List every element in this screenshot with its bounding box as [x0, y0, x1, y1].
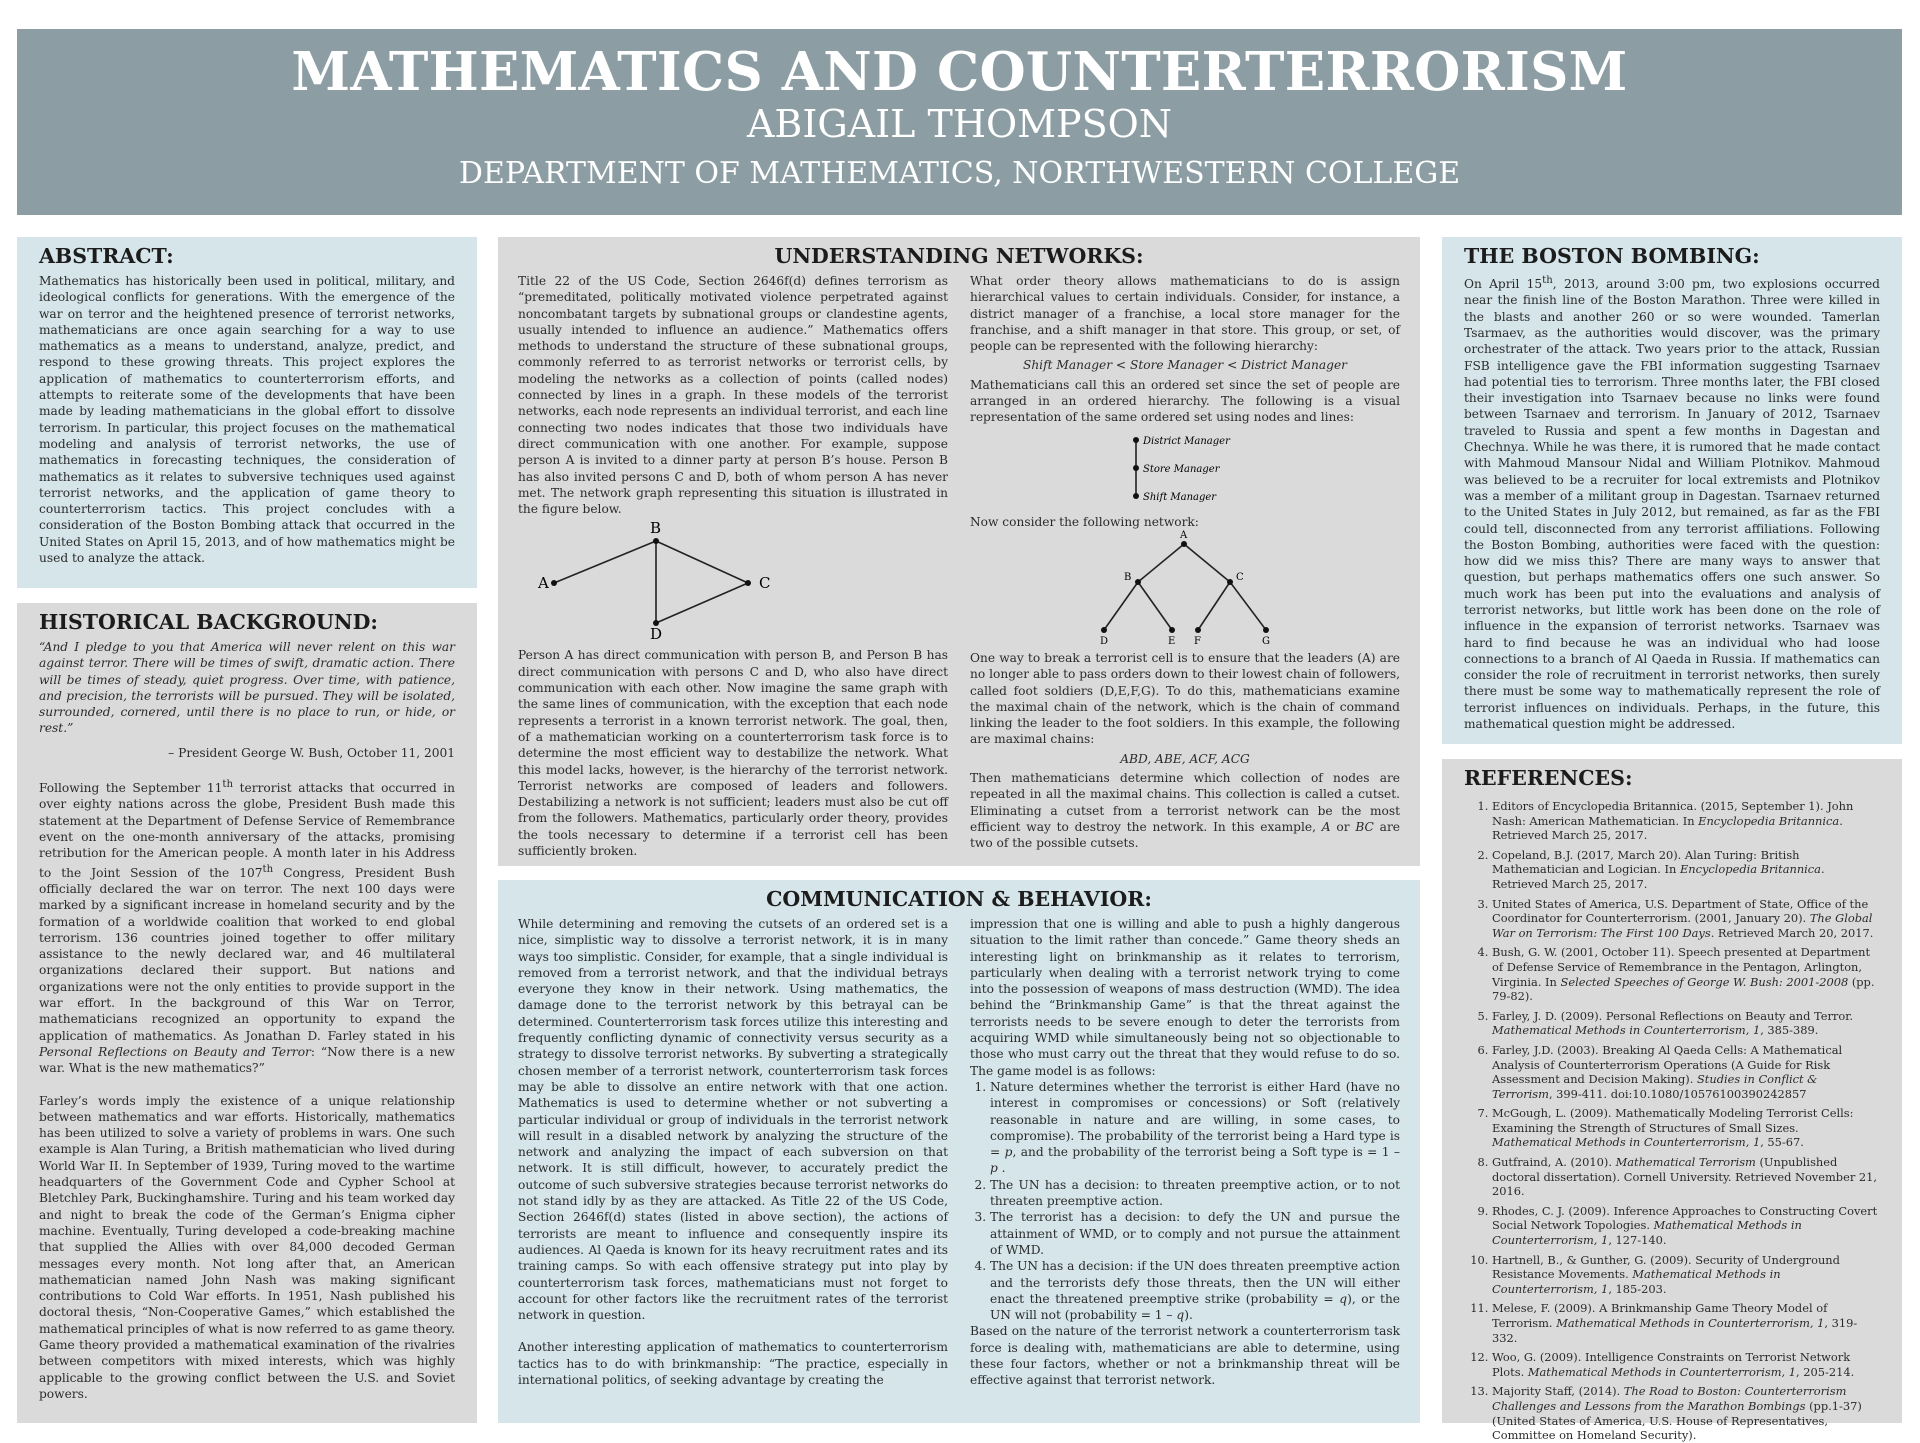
reference-text: Gutfraind, A. (2010).	[1492, 1155, 1616, 1170]
label-a: A	[1180, 529, 1188, 541]
reference-item	[1492, 1301, 1880, 1345]
node-b	[653, 538, 659, 544]
text-span: or	[1330, 819, 1356, 834]
reference-source: The Global War on Terrorism: The First 100 Days	[1492, 911, 1873, 940]
node-e	[1169, 627, 1175, 633]
book-title: Personal Reflections on Beauty and Terror	[39, 1044, 311, 1059]
game-model-list	[970, 1079, 1400, 1323]
reference-text: , 385-389.	[1760, 1023, 1819, 1038]
networks-paragraph-1: Title 22 of the US Code, Section 2646f(d) defines terrorism as “premeditated, politically motivated violence perpetrated against noncombatant targets by subnational groups or clandestine agents, usually intended to influence an audience.” Mathematics offers methods to understand the structure of these subnational groups, commonly referred to as terrorist networks or terrorist cells, by modeling the networks as a collection of points (called nodes) connected by lines in a graph. In these models of the terrorist networks, each node represents an individual terrorist, and each line connecting two nodes indicates that those two individuals have direct communication with one another. For example, suppose person A is invited to a dinner party at person B’s house. Person B has also invited persons C and D, both of whom person A has never met. The network graph representing this situation is illustrated in the figure below.	[518, 274, 948, 517]
text-span: , and the probability of the terrorist being a Soft type is = 1 –	[1012, 1145, 1400, 1160]
game-step-3: 3. The terrorist has a decision: to defy the UN and pursue the attainment of WMD, or to comply and not pursue the attainment of WMD.	[990, 1209, 1400, 1258]
reference-text: , 185-203.	[1608, 1281, 1667, 1296]
text-span: Following the September 11	[39, 781, 223, 796]
reference-text: Farley, J. D. (2009). Personal Reflections on Beauty and Terror.	[1492, 1008, 1854, 1023]
reference-source: Mathematical Methods in Counterterrorism, 1	[1527, 1364, 1797, 1379]
label-c: C	[1236, 571, 1244, 583]
maximal-chains: ABD, ABE, ACF, ACG	[1120, 751, 1250, 766]
reference-source: Mathematical Methods in Counterterrorism, 1	[1492, 1218, 1802, 1248]
reference-item	[1492, 897, 1880, 941]
edge-a-b	[1138, 544, 1184, 582]
node-store-manager	[1133, 465, 1139, 471]
node-a	[1181, 541, 1187, 547]
edge-a-c	[1184, 544, 1230, 582]
abstract-panel	[17, 237, 477, 588]
communication-paragraph-3: impression that one is willing and able to push a highly dangerous situation to the limit rather than concede.” Game theory sheds an interesting light on brinkmanship as it relates to terrorism, particularly when dealing with a terrorist network trying to come into the possession of weapons of mass destruction (WMD). The idea behind the “Brinkmanship Game” is that the threat against the terrorists needs to be severe enough to deter the terrorists from acquiring WMD while simultaneously being not so objectionable to those who must carry out the threat that they would refuse to do so. The game model is as follows:	[970, 917, 1400, 1078]
text-span: , 2013, around 3:00 pm, two explosions occurred near the finish line of the Boston Marathon. Three were killed in the blasts and another 260 or so were wounded. Tamerlan Tsarmaev, as the authorities would discover, was the primary orchestrater of the attack. Two years prior to the attack, Russian FSB intelligence gave the FBI information suggesting Tsarnaev had potential ties to terrorism. Three months later, the FBI closed their investigation into Tsarnaev because no links were found between Tsarnaev and terrorism. In January of 2012, Tsarnaev traveled to Russia and spent a few months in Dagestan and Chechnya. While he was there, it is rumored that he made contact with Mahmoud Mansour Nidal and William Plotnikov. Mahmoud was believed to be a recruiter for local extremists and Plotnikov was a member of a militant group in Dagestan. Tsarnaev returned to the United States in July 2012, but remained, as far as the FBI could tell, disconnected from any terrorist affiliations. Following the Boston Bombing, authorities were faced with the question: how did we miss this? There are many ways to answer that question, but perhaps mathematics offers one such answer. So much work has been put into the evaluations and analysis of terrorist networks, but little work has been done on the role of influence in the expansion of terrorist networks. Tsarnaev was hard to find because he was an individual who had loose connections to a branch of Al Qaeda in Russia. If mathematics can consider the role of recruitment in terrorist networks, then surely there must be some way to mathematically represent the role of terrorist influences on individuals. Perhaps, in the future, this mathematical question might be addressed.	[1464, 277, 1880, 732]
historical-paragraph-1	[39, 777, 455, 1076]
text-span: Nature determines whether the terrorist is either Hard (have no interest in compromises or concessions) or Soft (relatively reasonable in nature and are willing, in some cases, to compromise). The probability of the terrorist being a Hard type is =	[990, 1079, 1400, 1160]
game-step-1	[990, 1079, 1400, 1177]
label-d: D	[650, 625, 663, 640]
communication-paragraph-2: Another interesting application of mathematics to counterterrorism tactics has to do with brinkmanship: “The practice, especially in international politics, of seeking advantage by creating the	[518, 1340, 948, 1388]
historical-title: HISTORICAL BACKGROUND:	[39, 610, 379, 634]
label-shift-manager: Shift Manager	[1143, 491, 1217, 503]
communication-right-column	[970, 916, 1400, 1389]
reference-source: Studies in Conflict & Terrorism	[1492, 1072, 1818, 1101]
reference-item	[1492, 1043, 1880, 1101]
reference-text: Copeland, B.J. (2017, March 20). Alan Turing: British Mathematician and Logician. In	[1492, 847, 1800, 877]
edge-a-b	[554, 541, 656, 583]
networks-paragraph-2: Person A has direct communication with person B, and Person B has direct communication with persons C and D, who also have direct communication with each other. Now imagine the same graph with the same lines of communication, with the exception that each node represents a terrorist in a known terrorist network. The goal, then, of a mathematician working on a counterterrorism task force is to determine the most efficient way to destabilize the network. What this model lacks, however, is the hierarchy of the terrorist network. Terrorist networks are composed of leaders and followers. Destabilizing a network is not sufficient; leaders must also be cut off from the followers. Mathematics, particularly order theory, provides the tools necessary to determine if a terrorist cell has been sufficiently broken.	[518, 648, 948, 859]
variable-q: q	[1339, 1291, 1348, 1306]
text-span: .	[997, 1161, 1006, 1176]
node-shift-manager	[1133, 493, 1139, 499]
dinner-party-graph	[518, 517, 958, 639]
reference-source: Encyclopedia Britannica	[1698, 813, 1840, 828]
text-span: Congress, President Bush officially declared the war on terror. The next 100 days were marked by a significant increase in homeland security and by the formation of a worldwide coalition that worked to end global terrorism. 136 countries joined together to offer military assistance to the newly declared war, and 46 multilateral organizations declared their support. But nations and organizations were not the only entities to provide support in the war effort. In the background of this War on Terror, mathematicians recognized an opportunity to expand the application of mathematics. As Jonathan D. Farley stated in his	[39, 865, 455, 1043]
reference-source: Selected Speeches of George W. Bush: 2001-2008	[1560, 974, 1849, 989]
cutset-a: A	[1321, 819, 1331, 834]
reference-item	[1492, 799, 1880, 843]
communication-paragraph-1: While determining and removing the cutsets of an ordered set is a nice, simplistic way to dissolve a terrorist network, it is in many ways too simplistic. Consider, for example, that a single individual is removed from a terrorist network, and that the individual betrays everyone they know in their network. Using mathematics, the damage done to the terrorist network by this betrayal can be determined. Counterterrorism task forces utilize this interesting and frequently conflicting dynamic of connectivity versus security as a strategy to dissolve terrorist networks. By subverting a strategically chosen member of a terrorist network, counterterrorism task forces may be able to dissolve an entire network with that one action. Mathematics is used to determine whether or not subverting a particular individual or group of individuals in the terrorist network will result in a disabled network by analyzing the structure of the network and analyzing the impact of each subversion on that network. It is still difficult, however, to accurately predict the outcome of such subversive strategies because terrorist networks do not stand idly by as they are attacked. As Title 22 of the US Code, Section 2646f(d) states (listed in above section), the actions of terrorists are meant to influence and consequently inspire its audiences. Al Qaeda is known for its heavy recruitment rates and its training camps. So with each offensive strategy put into play by counterterrorism task forces, mathematicians must not forget to account for other factors like the recruitment rates of the terrorist network in question.	[518, 917, 948, 1323]
networks-panel	[498, 237, 1420, 866]
game-step-2: 2. The UN has a decision: to threaten preemptive action, or to not threaten preemptive action.	[990, 1177, 1400, 1210]
label-b: B	[1124, 571, 1132, 583]
abstract-text: Mathematics has historically been used in political, military, and ideological conflicts for generations. With the emergence of the war on terror and the heightened presence of terrorist networks, mathematicians are once again searching for a way to use mathematics as a means to understand, analyze, predict, and respond to these growing threats. This project explores the application of mathematics to counterterrorism efforts, and attempts to reiterate some of the developments that have been made by leading mathematicians in the global effort to dissolve terrorism. In particular, this project focuses on the mathematical modeling and analysis of terrorist networks, the use of mathematics in forecasting techniques, the consideration of mathematics as it relates to subversive techniques used against terrorist networks, and the application of game theory to counterterrorism tactics. This project concludes with a consideration of the Boston Bombing attack that occurred in the United States on April 15, 2013, and of how mathematics might be used to analyze the attack.	[39, 274, 455, 566]
reference-source: Mathematical Methods in Counterterrorism, 1	[1556, 1316, 1825, 1330]
label-d: D	[1100, 635, 1109, 646]
edge-b-c	[656, 541, 748, 583]
node-f	[1195, 627, 1201, 633]
reference-text: Melese, F. (2009). A Brinkmanship Game Theory Model of Terrorism.	[1492, 1301, 1828, 1330]
reference-text: Majority Staff, (2014).	[1492, 1384, 1624, 1399]
label-c: C	[759, 574, 771, 593]
reference-text: , 205-214.	[1796, 1364, 1855, 1379]
label-e: E	[1168, 635, 1176, 646]
poster-author: ABIGAIL THOMPSON	[746, 102, 1173, 146]
reference-item	[1492, 1155, 1880, 1199]
reference-text: , 55-67.	[1760, 1135, 1804, 1150]
networks-paragraph-7	[970, 770, 1400, 851]
reference-item	[1492, 1253, 1880, 1297]
edge-b-d	[1104, 582, 1138, 630]
node-g	[1263, 627, 1269, 633]
text-span: On April 15	[1464, 277, 1543, 292]
superscript: th	[222, 779, 234, 791]
reference-text: Bush, G. W. (2001, October 11). Speech presented at Department of Defense Service of Remembrance in the Pentagon, Arlington, Virginia. In	[1492, 945, 1871, 989]
communication-left-column	[518, 916, 948, 1389]
reference-text: Woo, G. (2009). Intelligence Constraints on Terrorist Network Plots.	[1492, 1350, 1851, 1379]
edge-c-g	[1230, 582, 1266, 630]
reference-text: , 127-140.	[1608, 1233, 1667, 1248]
reference-text: (Unpublished doctoral dissertation). Cornell University. Retrieved November 21, 2016.	[1492, 1155, 1878, 1199]
edge-c-d	[656, 583, 748, 623]
node-c	[1227, 579, 1233, 585]
reference-item	[1492, 945, 1880, 1003]
ordered-set-chain	[970, 426, 1410, 510]
text-span: are two of the possible cutsets.	[970, 819, 1400, 851]
reference-text: McGough, L. (2009). Mathematically Modeling Terrorist Cells: Examining the Strength of Structures of Small Sizes.	[1492, 1106, 1854, 1135]
communication-panel	[498, 880, 1420, 1423]
text-span: terrorist attacks that occurred in over eighty nations across the globe, President Bush made this statement at the Department of Defense Service of Remembrance event on the one-month anniversary of the attacks, promising retribution for the American people. A month later in his Address to the Joint Session of the 107	[39, 781, 455, 880]
variable-p: p	[1004, 1145, 1013, 1160]
networks-right-column	[970, 273, 1400, 859]
label-district-manager: District Manager	[1143, 435, 1230, 447]
reference-text: Rhodes, C. J. (2009). Inference Approaches to Constructing Covert Social Network Topologies.	[1492, 1203, 1878, 1233]
boston-panel	[1442, 237, 1902, 744]
reference-source: Mathematical Methods in Counterterrorism, 1	[1492, 1267, 1781, 1296]
reference-source: The Road to Boston: Counterterrorism Challenges and Lessons from the Marathon Bombings	[1492, 1384, 1847, 1413]
edge-c-f	[1198, 582, 1230, 630]
poster-affiliation: DEPARTMENT OF MATHEMATICS, NORTHWESTERN COLLEGE	[458, 156, 1461, 191]
label-store-manager: Store Manager	[1143, 463, 1220, 475]
reference-item	[1492, 1009, 1880, 1038]
historical-paragraph-2: Farley’s words imply the existence of a unique relationship between mathematics and war efforts. Historically, mathematics has been utilized to solve a variety of problems in wars. One such example is Alan Turing, a British mathematician who lived during World War II. In September of 1939, Turing moved to the wartime headquarters of the Government Code and Cypher School at Bletchley Park, Buckinghamshire. Turing and his team worked day and night to break the code of the German’s Enigma cipher machine. Eventually, Turing developed a code-breaking machine that supplied the Allies with over 84,000 decoded German messages every month. Not long after that, an American mathematician named John Nash was making significant contributions to Cold War efforts. In 1951, Nash published his doctoral thesis, “Non-Cooperative Games,” which established the mathematical principles of what is now referred to as game theory. Game theory provided a mathematical examination of the rivalries between competitors with mixed interests, which was highly applicable to the growing conflict between the U.S. and Soviet powers.	[39, 1093, 455, 1401]
reference-item	[1492, 1204, 1880, 1248]
label-b: B	[650, 519, 662, 538]
game-step-4	[990, 1258, 1400, 1323]
networks-paragraph-5: Now consider the following network:	[970, 514, 1199, 529]
reference-list	[1464, 799, 1880, 1443]
reference-text: United States of America, U.S. Department of State, Office of the Coordinator for Counterterrorism. (2001, January 20).	[1492, 896, 1869, 926]
reference-source: Mathematical Methods in Counterterrorism, 1	[1492, 1023, 1761, 1038]
text-span: ).	[1184, 1308, 1193, 1323]
label-a: A	[538, 574, 549, 593]
poster-header	[17, 29, 1902, 215]
reference-item	[1492, 848, 1880, 892]
node-district-manager	[1133, 437, 1139, 443]
references-title: REFERENCES:	[1464, 766, 1633, 790]
boston-title: THE BOSTON BOMBING:	[1464, 244, 1760, 268]
edge-b-e	[1138, 582, 1172, 630]
node-b	[1135, 579, 1141, 585]
reference-source: Mathematical Methods in Counterterrorism, 1	[1492, 1135, 1761, 1150]
quote-attribution: – President George W. Bush, October 11, 2001	[168, 745, 455, 760]
networks-title: UNDERSTANDING NETWORKS:	[774, 244, 1144, 268]
references-panel	[1442, 759, 1902, 1443]
reference-source: Mathematical Terrorism	[1615, 1155, 1756, 1170]
abstract-title: ABSTRACT:	[39, 244, 174, 268]
boston-text	[1464, 273, 1880, 732]
reference-text: Farley, J.D. (2003). Breaking Al Qaeda Cells: A Mathematical Analysis of Counterterrorism Operations (A Guide for Risk Assessment and Decision Making).	[1492, 1042, 1843, 1087]
bush-quote: “And I pledge to you that America will never relent on this war against terror. There will be times of swift, dramatic action. There will be times of steady, quiet progress. Over time, with patience, and precision, the terrorists will be pursued. They will be isolated, surrounded, cornered, until there is no place to run, or hide, or rest.”	[39, 640, 455, 736]
node-c	[745, 580, 751, 586]
superscript: th	[262, 863, 274, 875]
reference-text: (pp. 79-82).	[1492, 974, 1875, 1004]
communication-title: COMMUNICATION & BEHAVIOR:	[766, 887, 1152, 911]
text-span: The UN has a decision: if the UN does threaten preemptive action and the terrorists defy those threats, then the UN will either enact the threatened preemptive strike (probability =	[990, 1259, 1400, 1306]
hierarchy-tree	[970, 530, 1410, 646]
reference-text: , 319-332.	[1492, 1316, 1858, 1345]
text-span: : “Now there is a new war. What is the new mathematics?”	[39, 1044, 455, 1076]
historical-panel	[17, 603, 477, 1423]
reference-item	[1492, 1384, 1880, 1442]
node-d	[1101, 627, 1107, 633]
node-a	[551, 580, 557, 586]
networks-left-column	[518, 273, 948, 859]
reference-text: . Retrieved March 25, 2017.	[1492, 862, 1825, 891]
reference-text: . Retrieved March 25, 2017.	[1492, 813, 1843, 843]
poster-title: MATHEMATICS AND COUNTERTERRORISM	[291, 41, 1628, 103]
reference-text: Editors of Encyclopedia Britannica. (2015, September 1). John Nash: American Mathematician. In	[1492, 799, 1854, 828]
reference-text: (pp.1-37) (United States of America, U.S. House of Representatives, Committee on Homeland Security).	[1492, 1398, 1862, 1443]
reference-item	[1492, 1106, 1880, 1150]
reference-source: Encyclopedia Britannica	[1679, 862, 1821, 877]
communication-paragraph-4: Based on the nature of the terrorist network a counterterrorism task force is dealing with, mathematicians are able to determine, using these four factors, whether or not a brinkmanship threat will be effective against that terrorist network.	[970, 1324, 1400, 1388]
reference-text: Hartnell, B., & Gunther, G. (2009). Security of Underground Resistance Movements.	[1492, 1252, 1840, 1282]
variable-p: p	[990, 1161, 998, 1176]
reference-text: . Retrieved March 20, 2017.	[1710, 925, 1874, 940]
label-f: F	[1194, 635, 1201, 646]
text-span: Then mathematicians determine which collection of nodes are repeated in all the maximal chains. This collection is called a cutset. Eliminating a cutset from a terrorist network can be the most efficient way to destroy the network. In this example,	[970, 771, 1400, 834]
superscript: th	[1542, 275, 1553, 286]
reference-item	[1492, 1350, 1880, 1379]
networks-paragraph-3: What order theory allows mathematicians to do is assign hierarchical values to certain individuals. Consider, for instance, a district manager of a franchise, a local store manager for the franchise, and a shift manager in that store. This group, or set, of people can be represented with the following hierarchy:	[970, 274, 1400, 354]
label-g: G	[1262, 635, 1270, 646]
variable-q: q	[1176, 1308, 1185, 1323]
networks-paragraph-4: Mathematicians call this an ordered set since the set of people are arranged in an ordered hierarchy. The following is a visual representation of the same ordered set using nodes and lines:	[970, 377, 1400, 425]
manager-hierarchy: Shift Manager < Store Manager < District Manager	[1022, 358, 1348, 373]
reference-text: , 399-411. doi:10.1080/10576100390242857	[1548, 1086, 1807, 1101]
networks-paragraph-6: One way to break a terrorist cell is to ensure that the leaders (A) are no longer able to pass orders down to their lowest chain of followers, called foot soldiers (D,E,F,G). To do this, mathematicians examine the maximal chain of the network, which is the chain of command linking the leader to the foot soldiers. In this example, the following are maximal chains:	[970, 650, 1400, 747]
text-span: ), or the UN will not (probability = 1 –	[990, 1291, 1400, 1323]
cutset-bc: BC	[1355, 819, 1374, 834]
